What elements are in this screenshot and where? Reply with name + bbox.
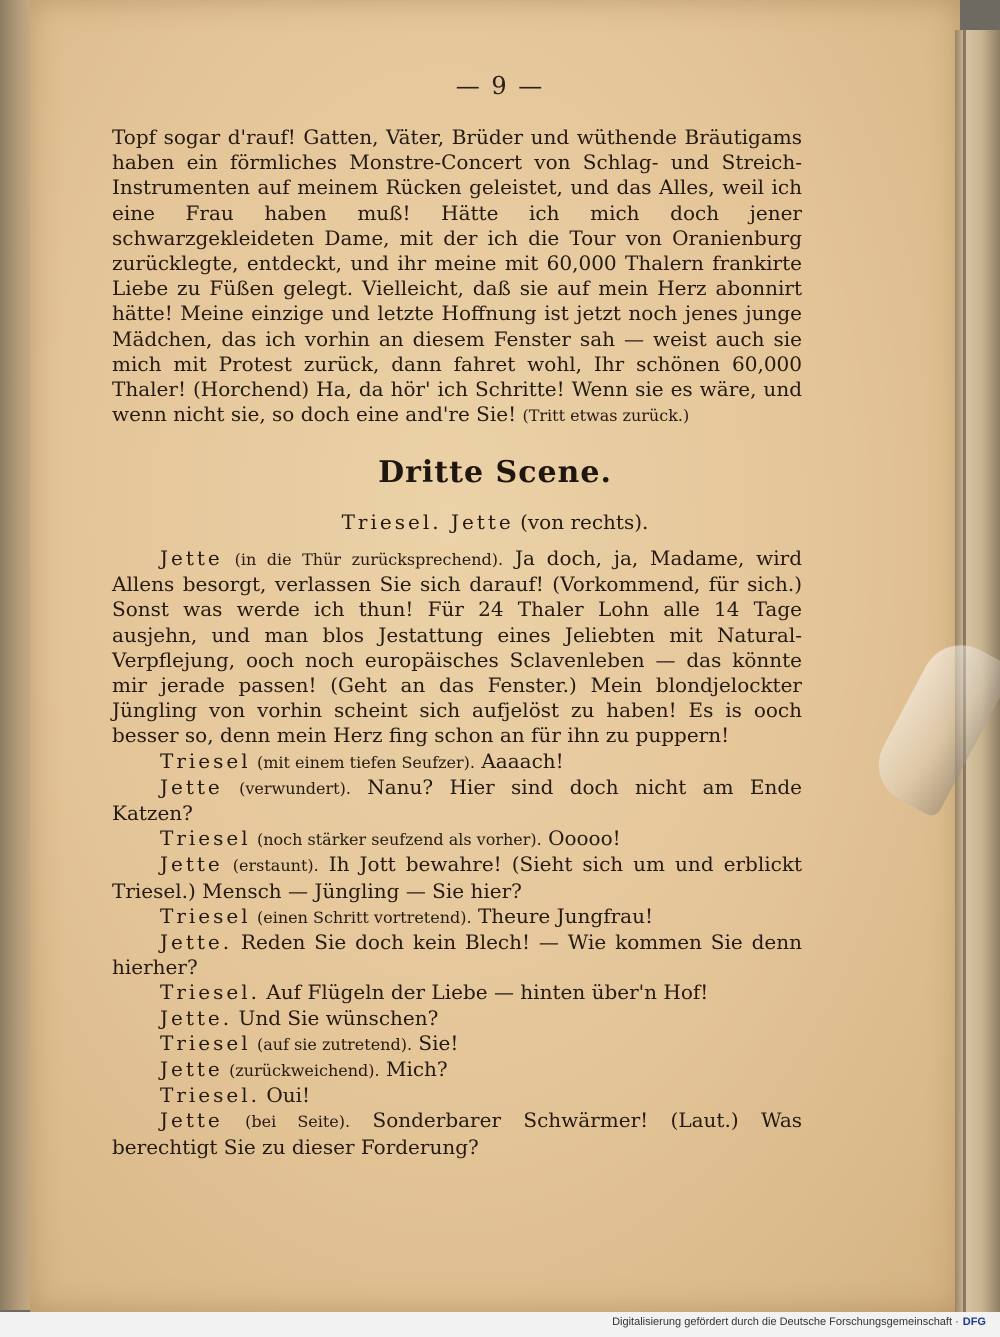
line-text: Auf Flügeln der Liebe — hinten über'n Hof! bbox=[266, 980, 709, 1005]
scene-heading: Dritte Scene. bbox=[378, 455, 612, 490]
personae-names: Triesel. Jette bbox=[341, 510, 514, 534]
line-text: Oui! bbox=[266, 1083, 311, 1108]
speaker-name: Jette bbox=[160, 1057, 223, 1082]
book-gutter bbox=[0, 0, 34, 1310]
line-text: Aaaach! bbox=[481, 748, 564, 773]
line-text: Nanu? Hier sind doch nicht am Ende Katzen? bbox=[112, 774, 802, 826]
speaker-name: Jette bbox=[160, 774, 223, 799]
dfg-logo: DFG bbox=[962, 1316, 986, 1328]
stage-direction: (mit einem tiefen Seufzer). bbox=[257, 752, 475, 772]
line-text: Ja doch, ja, Madame, wird Allens besorgt, verlassen Sie sich darauf! (Vorkommend, für sich.) Sonst was werde ich thun! Für 24 Thaler Lohn alle 14 Tage ausjehn, und man blos Jestattung eines Jeliebten mit Natural-Verpflejung, ooch noch europäisches Sclavenleben — das könnte mir jerade passen! (Geht an das Fenster.) Mein blondjelockter Jüngling von vorhin scheint sich aufjelöst zu haben! Es is ooch besser so, denn mein Herz fing schon an für ihn zu puppern! bbox=[112, 546, 803, 748]
speaker-name: Jette bbox=[160, 1108, 223, 1133]
personae-stage: (von rechts). bbox=[520, 510, 649, 534]
page-number: — 9 — bbox=[455, 72, 545, 100]
dialogue-line bbox=[112, 775, 802, 826]
book-page bbox=[30, 0, 960, 1312]
line-text: Sonderbarer Schwärmer! (Laut.) Was berechtigt Sie zu dieser Forderung? bbox=[112, 1108, 803, 1159]
footer-credit-text: Digitalisierung gefördert durch die Deutsche Forschungsgemeinschaft · bbox=[612, 1316, 959, 1328]
speaker-name: Triesel bbox=[160, 1030, 251, 1055]
stage-direction: (verwundert). bbox=[239, 778, 351, 798]
line-text: Ih Jott bewahre! (Sieht sich um und erblickt Triesel.) Mensch — Jüngling — Sie hier? bbox=[112, 852, 802, 903]
line-text: Mich? bbox=[385, 1057, 448, 1082]
dialogue-line bbox=[112, 546, 802, 749]
stage-direction: (auf sie zutretend). bbox=[257, 1034, 413, 1054]
dialogue-line bbox=[112, 852, 802, 903]
line-text: Reden Sie doch kein Blech! — Wie kommen Sie denn hierher? bbox=[112, 930, 802, 980]
speaker-name: Triesel bbox=[160, 903, 251, 928]
dialogue-line bbox=[112, 904, 802, 930]
stage-direction: (noch stärker seufzend als vorher). bbox=[257, 830, 542, 850]
speaker-name: Triesel bbox=[160, 826, 251, 851]
dialogue-block bbox=[112, 546, 802, 1160]
stage-direction: (in die Thür zurücksprechend). bbox=[234, 550, 504, 569]
dialogue-line bbox=[112, 1083, 802, 1108]
dialogue-line bbox=[112, 930, 802, 980]
dialogue-line bbox=[112, 1006, 802, 1031]
dialogue-line bbox=[112, 1057, 802, 1083]
monologue-text: Topf sogar d'rauf! Gatten, Väter, Brüder und wüthende Bräutigams haben ein förmliches Monstre-Concert von Schlag- und Streich-Instrumenten auf meinem Rücken geleistet, und das Alles, weil ich eine Frau haben muß! Hätte ich mich doch jener schwarzgekleideten Dame, mit der ich die Tour von Oranienburg zurücklegte, entdeckt, und ihr meine mit 60,000 Thalern frankirte Liebe zu Füßen gelegt. Vielleicht, daß sie auf mein Herz abonnirt hätte! Meine einzige und letzte Hoffnung ist jetzt noch jenes junge Mädchen, das ich vorhin an diesem Fenster sah — weist auch sie mich mit Protest zurück, dann fahret wohl, Ihr schönen 60,000 Thaler! (Horchend) Ha, da hör' ich Schritte! Wenn sie es wäre, und wenn nicht sie, so doch eine and're Sie! bbox=[112, 125, 802, 427]
scene-personae bbox=[30, 510, 960, 534]
stage-direction: (einen Schritt vortretend). bbox=[257, 907, 472, 927]
stage-direction: (Tritt etwas zurück.) bbox=[522, 406, 690, 426]
speaker-name: Triesel. bbox=[160, 980, 260, 1005]
speaker-name: Triesel bbox=[160, 748, 251, 773]
dialogue-line bbox=[112, 749, 802, 775]
footer-credit bbox=[612, 1316, 986, 1328]
dialogue-line bbox=[112, 1108, 802, 1159]
speaker-name: Jette bbox=[160, 546, 223, 570]
line-text: Theure Jungfrau! bbox=[477, 903, 654, 928]
dialogue-line bbox=[112, 1031, 802, 1057]
speaker-name: Jette. bbox=[160, 930, 233, 955]
stage-direction: (erstaunt). bbox=[232, 856, 319, 876]
dialogue-line bbox=[112, 980, 802, 1005]
speaker-name: Jette. bbox=[160, 1005, 233, 1030]
line-text: Sie! bbox=[418, 1030, 459, 1055]
line-text: Ooooo! bbox=[548, 826, 621, 851]
stage-direction: (zurückweichend). bbox=[229, 1061, 380, 1081]
stage-direction: (bei Seite). bbox=[245, 1112, 351, 1132]
monologue-paragraph bbox=[112, 125, 802, 428]
line-text: Und Sie wünschen? bbox=[238, 1005, 439, 1030]
dialogue-line bbox=[112, 826, 802, 852]
speaker-name: Jette bbox=[160, 852, 223, 877]
speaker-name: Triesel. bbox=[160, 1083, 260, 1108]
